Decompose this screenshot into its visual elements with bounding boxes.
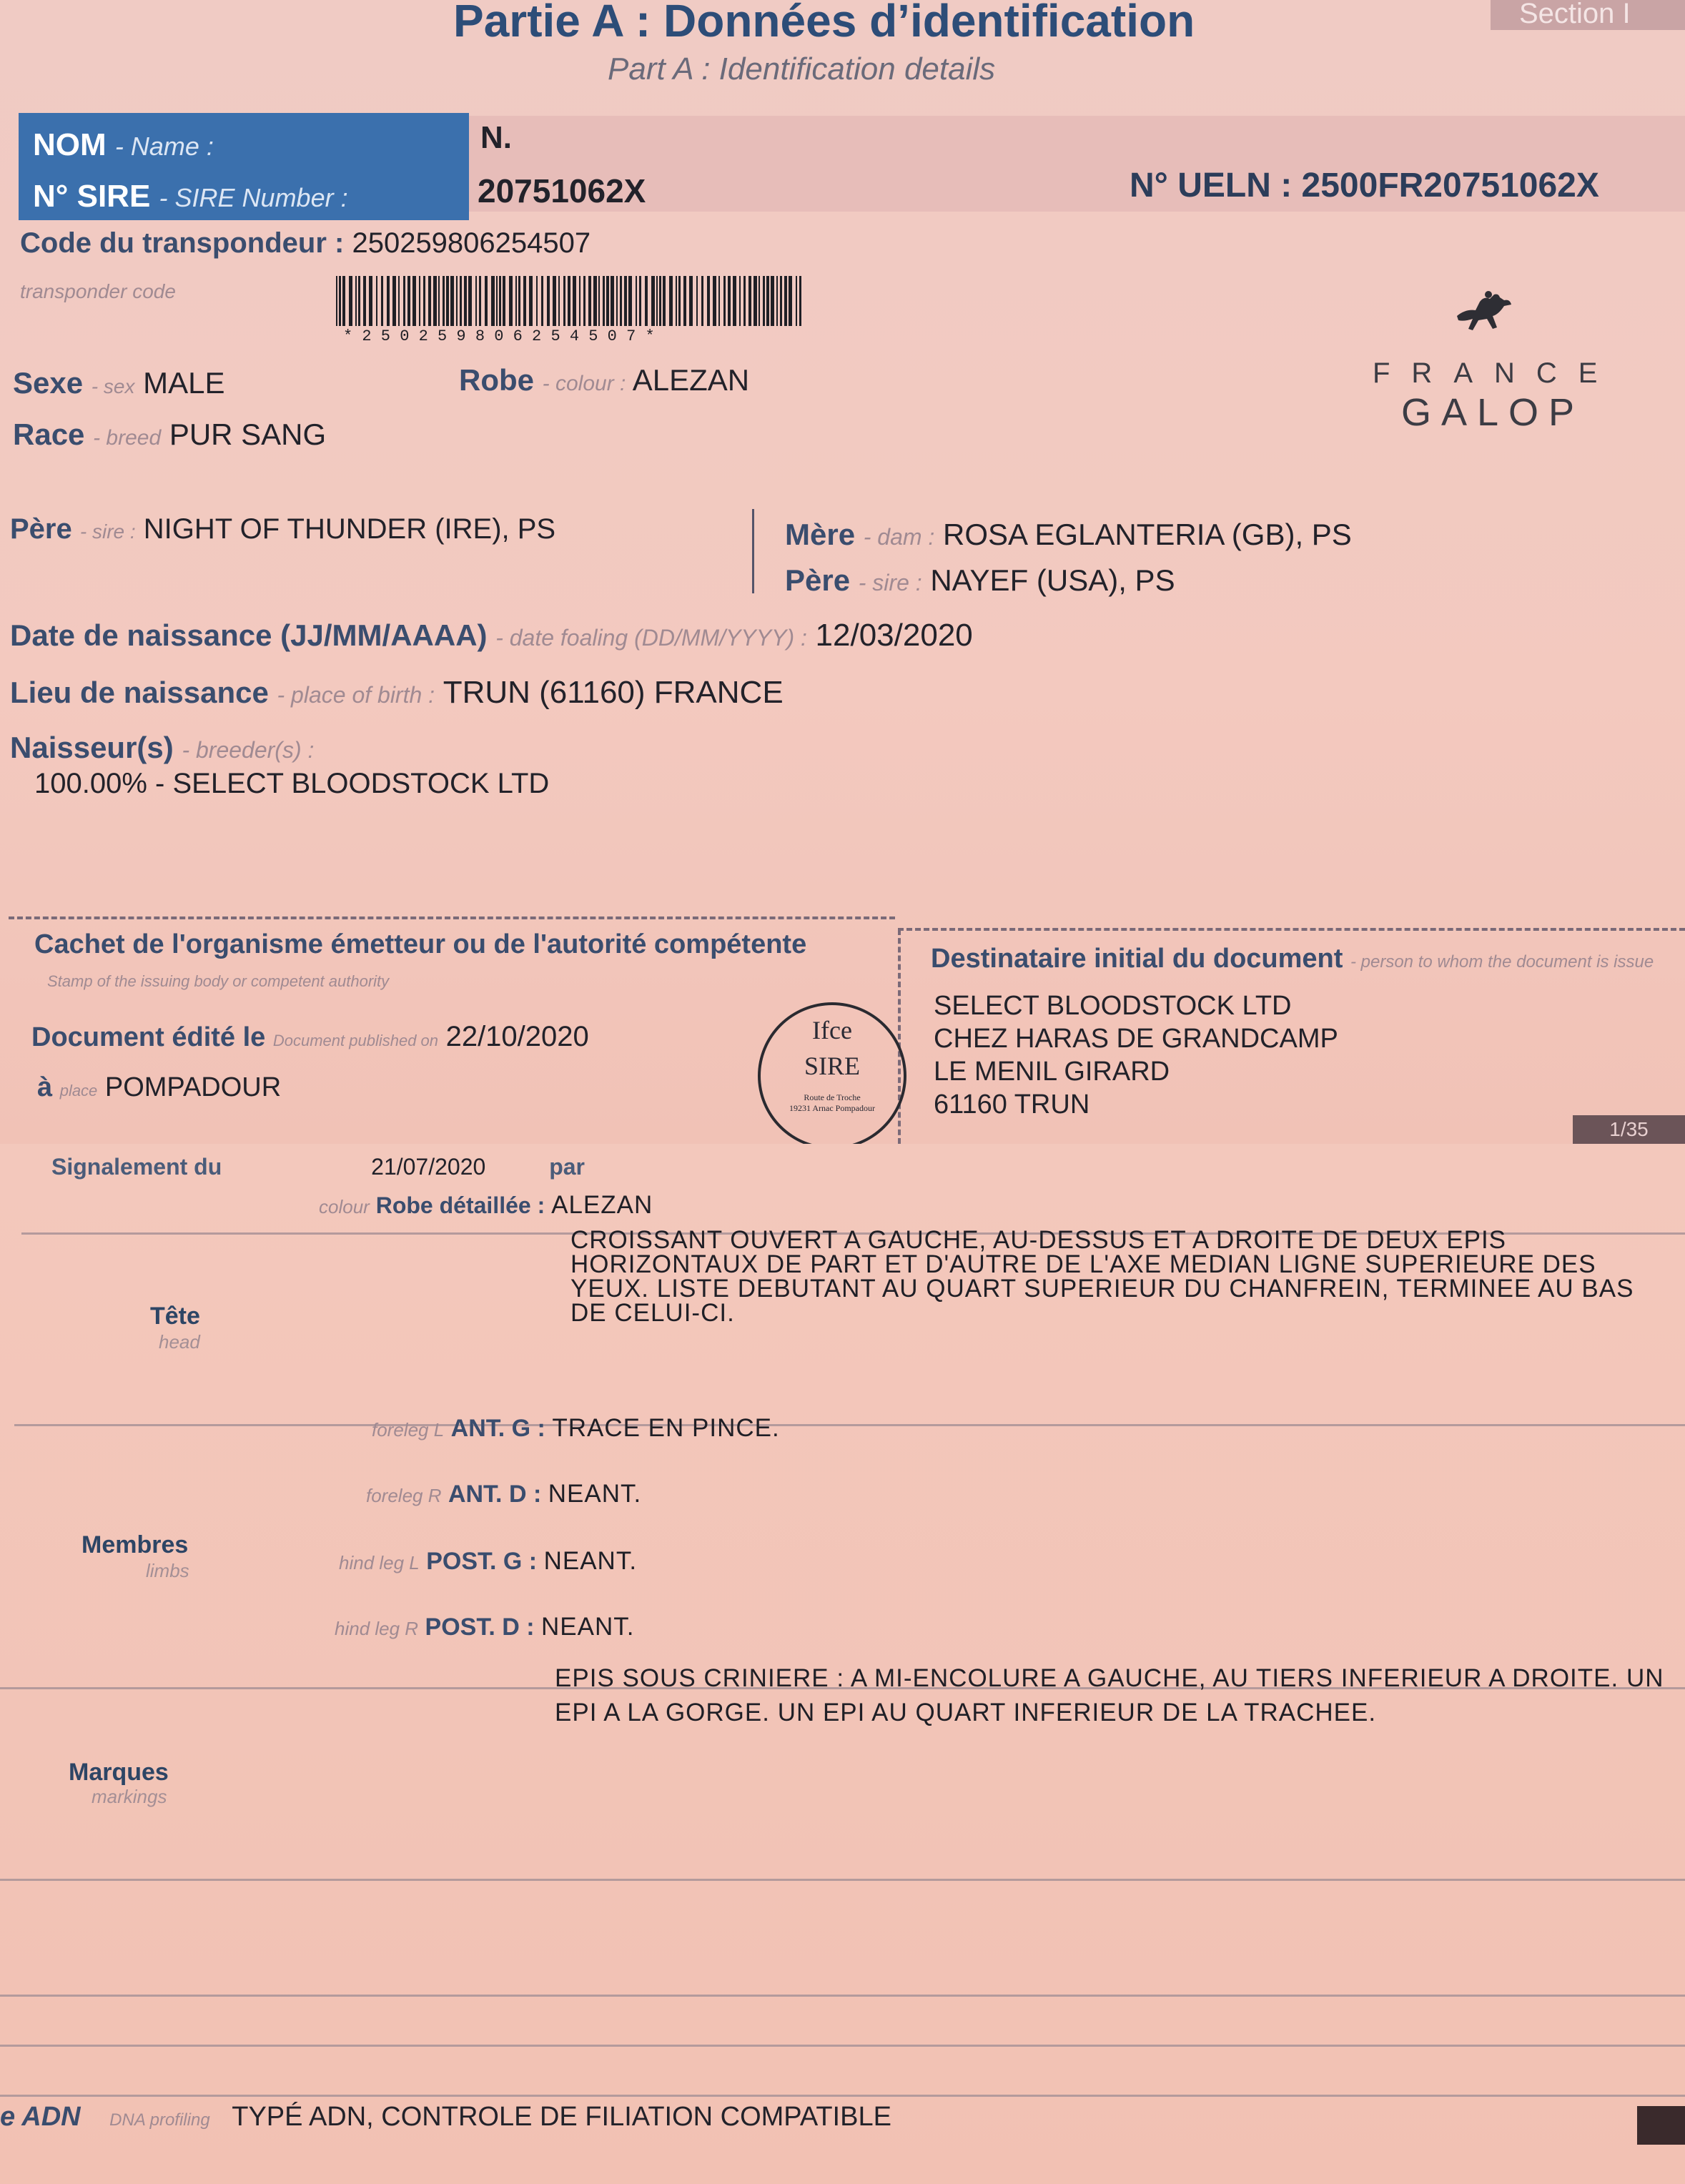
pere2-field	[785, 563, 1175, 598]
naisseur-value: 100.00% - SELECT BLOODSTOCK LTD	[34, 768, 550, 799]
barcode-bar	[713, 276, 716, 326]
mere-label: Mère	[785, 518, 856, 551]
limb-value: NEANT.	[543, 1547, 638, 1575]
marques-label: Marques	[69, 1759, 169, 1786]
ueln-field	[1130, 166, 1599, 205]
pere-field	[10, 513, 555, 545]
barcode	[336, 276, 808, 327]
barcode-bar	[456, 276, 458, 326]
rule-2	[14, 1424, 1685, 1426]
section-tab: Section I	[1491, 0, 1685, 30]
tete-label: Tête	[150, 1303, 200, 1330]
sire-label: N° SIRE - SIRE Number :	[33, 179, 348, 214]
robe-detail-label-en: colour	[319, 1196, 370, 1217]
barcode-bar	[676, 276, 677, 326]
robe-label: Robe	[459, 363, 534, 397]
pere2-label: Père	[785, 563, 851, 597]
page-subtitle: Part A : Identification details	[608, 51, 996, 87]
name-label-block	[19, 113, 469, 220]
limb-label: POST. G :	[426, 1548, 538, 1575]
transponder-label: Code du transpondeur :	[20, 227, 345, 259]
barcode-bar	[349, 276, 352, 326]
limb-label: ANT. G :	[450, 1415, 545, 1442]
barcode-bar	[628, 276, 632, 326]
limb-value: NEANT.	[541, 1613, 635, 1641]
barcode-bar	[763, 276, 765, 326]
sexe-field	[13, 366, 225, 400]
marques-label-en: markings	[92, 1786, 167, 1807]
barcode-bar	[509, 276, 513, 326]
cachet-label: Cachet de l'organisme émetteur ou de l'autorité compétente	[34, 929, 807, 959]
transponder-field	[20, 227, 591, 260]
sexe-label: Sexe	[13, 366, 84, 400]
pedigree-divider	[752, 509, 754, 593]
barcode-bar	[707, 276, 710, 326]
barcode-bar	[748, 276, 751, 326]
barcode-bar	[464, 276, 467, 326]
naisseur-label: Naisseur(s)	[10, 731, 174, 764]
dashed-divider-right	[898, 928, 1685, 931]
barcode-bar	[412, 276, 416, 326]
barcode-bar	[446, 276, 449, 326]
race-field	[13, 417, 326, 452]
barcode-bar	[669, 276, 673, 326]
barcode-bar	[616, 276, 618, 326]
barcode-bar	[553, 276, 556, 326]
barcode-bar	[460, 276, 462, 326]
barcode-bar	[503, 276, 505, 326]
barcode-bar	[573, 276, 576, 326]
barcode-bar	[523, 276, 526, 326]
barcode-bar	[739, 276, 741, 326]
barcode-bar	[789, 276, 792, 326]
pere-label-en: - sire :	[79, 520, 136, 543]
barcode-bar	[563, 276, 565, 326]
barcode-bar	[443, 276, 445, 326]
robe-detail-field	[319, 1191, 653, 1220]
logo-line1: FRANCE	[1373, 357, 1619, 389]
barcode-bar	[568, 276, 570, 326]
rule-5	[0, 1995, 1685, 1997]
barcode-bar	[743, 276, 746, 326]
barcode-bar	[588, 276, 591, 326]
barcode-bar	[659, 276, 661, 326]
barcode-bar	[611, 276, 614, 326]
pere-label: Père	[10, 513, 72, 545]
lieu-label: Lieu de naissance	[10, 676, 269, 709]
barcode-bar	[759, 276, 760, 326]
barcode-bar	[689, 276, 693, 326]
robe-value: ALEZAN	[632, 363, 750, 397]
barcode-bar	[423, 276, 425, 326]
barcode-bar	[475, 276, 477, 326]
barcode-bar	[776, 276, 778, 326]
barcode-bar	[485, 276, 488, 326]
race-label-en: - breed	[93, 426, 162, 450]
robe-detail-value: ALEZAN	[551, 1191, 653, 1219]
barcode-bar	[656, 276, 658, 326]
lieu-label-en: - place of birth :	[277, 682, 435, 708]
barcode-bar	[479, 276, 481, 326]
barcode-bar	[796, 276, 797, 326]
edite-label: Document édité le	[31, 1022, 266, 1052]
adn-value: TYPÉ ADN, CONTROLE DE FILIATION COMPATIBLE	[232, 2102, 891, 2132]
recipient-label-en: - person to whom the document is issue	[1350, 952, 1654, 972]
lieu-field	[10, 675, 784, 711]
signalement-date: 21/07/2020	[371, 1154, 486, 1180]
barcode-bar	[620, 276, 622, 326]
adn-label: e ADN	[0, 2102, 81, 2132]
limb-label-en: foreleg L	[372, 1419, 445, 1441]
signalement-header-partial	[51, 1154, 585, 1180]
barcode-bar	[515, 276, 517, 326]
sire-value: 20751062X	[478, 172, 646, 209]
logo-line2: GALOP	[1401, 391, 1585, 434]
limb-row	[366, 1480, 641, 1508]
limb-row	[372, 1414, 780, 1443]
sexe-label-en: - sex	[91, 375, 135, 397]
barcode-bar	[387, 276, 390, 326]
barcode-bar	[468, 276, 472, 326]
barcode-bar	[723, 276, 726, 326]
barcode-bar	[369, 276, 372, 326]
limb-row	[339, 1547, 637, 1576]
barcode-bar	[701, 276, 703, 326]
barcode-bar	[491, 276, 495, 326]
barcode-bar	[541, 276, 543, 326]
cachet-label-en: Stamp of the issuing body or competent authority	[47, 972, 390, 990]
stamp-line1: Ifce	[812, 1016, 852, 1044]
limb-label-en: hind leg R	[335, 1618, 419, 1639]
limb-label-en: hind leg L	[339, 1552, 420, 1573]
barcode-bar	[593, 276, 597, 326]
barcode-bar	[579, 276, 580, 326]
barcode-bar	[678, 276, 681, 326]
barcode-bar	[433, 276, 437, 326]
membres-label-en: limbs	[146, 1560, 189, 1581]
signalement-header: Signalement du	[51, 1154, 222, 1180]
stamp-line3: Route de Troche	[804, 1092, 861, 1102]
barcode-bar	[363, 276, 366, 326]
barcode-bar	[603, 276, 605, 326]
barcode-text: * 2 5 0 2 5 9 8 0 6 2 5 4 5 0 7 *	[343, 327, 655, 345]
barcode-bar	[342, 276, 345, 326]
pere-value: NIGHT OF THUNDER (IRE), PS	[143, 513, 556, 545]
a-label: à	[37, 1072, 53, 1102]
barcode-bar	[639, 276, 641, 326]
mere-label-en: - dam :	[863, 524, 935, 550]
barcode-bar	[651, 276, 655, 326]
racehorse-jockey-icon	[1451, 287, 1516, 339]
recipient-line4: 61160 TRUN	[934, 1089, 1090, 1120]
barcode-bar	[728, 276, 731, 326]
barcode-bar	[696, 276, 698, 326]
membres-label: Membres	[81, 1531, 189, 1558]
race-label: Race	[13, 417, 85, 451]
barcode-bar	[733, 276, 736, 326]
barcode-bar	[499, 276, 501, 326]
edite-label-en: Document published on	[272, 1032, 439, 1049]
lieu-value: TRUN (61160) FRANCE	[443, 675, 784, 710]
edite-value: 22/10/2020	[445, 1021, 589, 1052]
limb-label: POST. D :	[425, 1614, 535, 1641]
stamp-line2: SIRE	[804, 1052, 860, 1080]
barcode-bar	[403, 276, 405, 326]
barcode-bar	[381, 276, 383, 326]
rule-7	[0, 2095, 1685, 2097]
sexe-value: MALE	[143, 366, 225, 400]
tete-label-en: head	[159, 1331, 200, 1353]
barcode-bar	[606, 276, 609, 326]
barcode-bar	[529, 276, 533, 326]
mere-field	[785, 518, 1352, 552]
nom-value: N.	[480, 120, 512, 155]
race-value: PUR SANG	[169, 417, 327, 451]
corner-tab	[1637, 2106, 1685, 2145]
barcode-bar	[645, 276, 648, 326]
dob-label-en: - date foaling (DD/MM/YYYY) :	[495, 625, 807, 651]
ueln-label: N° UELN :	[1130, 167, 1293, 204]
edite-field	[31, 1021, 589, 1053]
rule-4	[0, 1879, 1685, 1881]
barcode-bar	[392, 276, 396, 326]
barcode-bar	[799, 276, 801, 326]
recipient-line1: SELECT BLOODSTOCK LTD	[934, 991, 1292, 1021]
rule-6	[0, 2045, 1685, 2047]
barcode-bar	[683, 276, 686, 326]
recipient-header	[931, 944, 1654, 974]
barcode-bar	[428, 276, 431, 326]
transponder-label-en: transponder code	[20, 280, 176, 302]
limb-row	[335, 1613, 634, 1641]
barcode-bar	[784, 276, 787, 326]
recipient-line2: CHEZ HARAS DE GRANDCAMP	[934, 1024, 1338, 1054]
ueln-value: 2500FR20751062X	[1301, 167, 1599, 204]
limb-label: ANT. D :	[448, 1481, 542, 1508]
barcode-bar	[663, 276, 666, 326]
barcode-bar	[438, 276, 440, 326]
signalement-par: par	[549, 1154, 585, 1180]
barcode-bar	[598, 276, 600, 326]
marques-text: EPIS SOUS CRINIERE : A MI-ENCOLURE A GAUCHE, AU TIERS INFERIEUR A DROITE. UN EPI A LA GORGE. UN EPI AU QUART INFERIEUR DE LA TRACHEE.	[555, 1664, 1664, 1726]
adn-field	[0, 2102, 891, 2133]
adn-label-en: DNA profiling	[109, 2110, 210, 2130]
barcode-bar	[496, 276, 498, 326]
barcode-bar	[536, 276, 538, 326]
recipient-address	[934, 989, 1338, 1121]
barcode-bar	[450, 276, 454, 326]
dob-label: Date de naissance (JJ/MM/AAAA)	[10, 618, 488, 652]
stamp-line4: 19231 Arnac Pompadour	[789, 1103, 875, 1113]
nom-label: NOM - Name :	[33, 127, 214, 162]
barcode-bar	[780, 276, 782, 326]
limb-label-en: foreleg R	[366, 1485, 442, 1506]
barcode-bar	[558, 276, 560, 326]
limb-value: NEANT.	[548, 1480, 642, 1508]
place-field	[37, 1072, 281, 1103]
barcode-bar	[358, 276, 360, 326]
recipient-line3: LE MENIL GIRARD	[934, 1057, 1170, 1087]
ifce-sire-stamp	[758, 1002, 906, 1150]
dob-field	[10, 618, 973, 653]
barcode-bar	[336, 276, 337, 326]
barcode-bar	[583, 276, 585, 326]
barcode-bar	[419, 276, 420, 326]
limb-value: TRACE EN PINCE.	[552, 1414, 780, 1442]
barcode-bar	[718, 276, 720, 326]
dob-value: 12/03/2020	[815, 618, 973, 653]
barcode-bar	[398, 276, 400, 326]
barcode-bar	[766, 276, 769, 326]
robe-label-en: - colour :	[542, 372, 626, 395]
robe-detail-label: Robe détaillée :	[375, 1192, 545, 1218]
a-label-en: place	[59, 1082, 98, 1100]
barcode-bar	[753, 276, 757, 326]
pere2-value: NAYEF (USA), PS	[930, 563, 1175, 597]
page-title: Partie A : Données d’identification	[453, 0, 1195, 46]
recipient-label: Destinataire initial du document	[931, 944, 1343, 974]
barcode-bar	[518, 276, 520, 326]
page-tag: 1/35	[1573, 1115, 1685, 1144]
barcode-bar	[547, 276, 550, 326]
tete-text: CROISSANT OUVERT A GAUCHE, AU-DESSUS ET A DROITE DE DEUX EPIS HORIZONTAUX DE PART ET D'AUTRE DE L'AXE MEDIAN LIGNE SUPERIEURE DES YEUX. LISTE DEBUTANT AU QUART SUPERIEUR DU CHANFREIN, TERMINEE AU BAS DE CELUI-CI.	[570, 1226, 1634, 1327]
barcode-bar	[636, 276, 637, 326]
naisseur-label-en: - breeder(s) :	[182, 737, 315, 763]
dashed-divider-left	[9, 916, 895, 919]
naisseur-field	[10, 731, 314, 765]
robe-field	[459, 363, 749, 397]
transponder-value: 250259806254507	[352, 227, 591, 259]
barcode-bar	[624, 276, 627, 326]
barcode-bar	[339, 276, 341, 326]
a-value: POMPADOUR	[104, 1072, 282, 1102]
barcode-bar	[407, 276, 410, 326]
signalement-page	[0, 1144, 1685, 2184]
barcode-bar	[355, 276, 357, 326]
pere2-label-en: - sire :	[858, 570, 922, 596]
mere-value: ROSA EGLANTERIA (GB), PS	[942, 518, 1352, 551]
barcode-bar	[771, 276, 774, 326]
barcode-bar	[376, 276, 377, 326]
